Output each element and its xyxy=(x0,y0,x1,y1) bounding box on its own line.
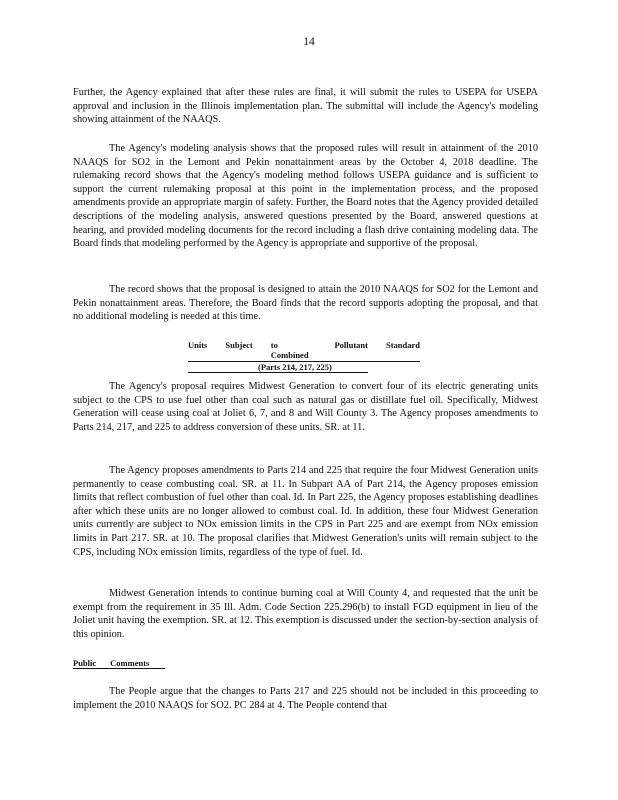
paragraph-agency-proposal: The Agency's proposal requires Midwest Generation to convert four of its electric generating units subject to the CPS to use fuel other than coal such as natural gas or distillate fuel oil. Specifically, Midwest Generation will cease using coal at Joliet 6, 7, and 8 and Will County 3. The Agency proposes amendments to Parts 214, 217, and 225 to address conversion of these units. SR. at 11. xyxy=(73,381,538,433)
section-heading-public-comments xyxy=(73,658,165,669)
heading-word: to Combined xyxy=(270,340,309,360)
heading-word: Comments xyxy=(110,658,150,668)
paragraph-people-argue: The People argue that the changes to Parts 217 and 225 should not be included in this proceeding to implement the 2010 NAAQS for SO2. PC 284 at 4. The People contend that xyxy=(73,686,538,711)
paragraph-agency-proposes-amendments: The Agency proposes amendments to Parts 214 and 225 that require the four Midwest Generation units permanently to cease combusting coal. SR. at 11. In Subpart AA of Part 214, the Agency proposes emission limits that reflect combustion of fuel other than coal. Id. In Part 225, the Agency proposes establishing deadlines after which these units are no longer allowed to combust coal. Id. In addition, these four Midwest Generation units currently are subject to NOx emission limits in the CPS in Part 225 and are exempt from NOx emission limits in Part 217. SR. at 10. The proposal clarifies that Midwest Generation's units will remain subject to the CPS, including NOx emission limits, regardless of the type of fuel. Id. xyxy=(73,465,538,558)
paragraph-record-shows: The record shows that the proposal is designed to attain the 2010 NAAQS for SO2 for the Lemont and Pekin nonattainment areas. Therefore, the Board finds that the record supports adopting the proposal, and that no additional modeling is needed at this time. xyxy=(73,284,538,323)
heading-word: Pollutant xyxy=(334,340,368,350)
heading-word: Public xyxy=(73,658,97,668)
heading-word: Units xyxy=(188,340,208,350)
heading-word: Standard xyxy=(385,340,420,350)
paragraph-agency-explained: Further, the Agency explained that after these rules are final, it will submit the rules to USEPA for USEPA approval and inclusion in the Illinois implementation plan. The submittal will include the Agency's modeling showing attainment of the NAAQS. xyxy=(73,87,538,126)
heading-parts: (Parts 214, 217, 225) xyxy=(188,362,368,373)
paragraph-modeling-analysis: The Agency's modeling analysis shows that the proposed rules will result in attainment of the 2010 NAAQS for SO2 in the Lemont and Pekin nonattainment areas by the October 4, 2018 deadline. The rulemaking record shows that the Agency's modeling method follows USEPA guidance and is sufficient to support the current rulemaking proposal at this point in the implementation process, and the proposed amendments provide an appropriate margin of safety. Further, the Board notes that the Agency provided detailed descriptions of the modeling analysis, answered questions presented by the Board, answered questions at hearing, and provided modeling documents for the record including a flash drive containing modeling data. The Board finds that modeling performed by the Agency is appropriate and supportive of the proposal. xyxy=(73,143,538,250)
paragraph-midwest-generation-intends: Midwest Generation intends to continue burning coal at Will County 4, and requested that the unit be exempt from the requirement in 35 Ill. Adm. Code Section 225.296(b) to install FGD equipment in lieu of the Joliet unit having the exemption. SR. at 12. This exemption is discussed under the section-by-section analysis of this opinion. xyxy=(73,588,538,640)
heading-word: Subject xyxy=(225,340,253,350)
page-number: 14 xyxy=(303,36,315,48)
section-heading-units-subject-cps xyxy=(188,340,420,373)
